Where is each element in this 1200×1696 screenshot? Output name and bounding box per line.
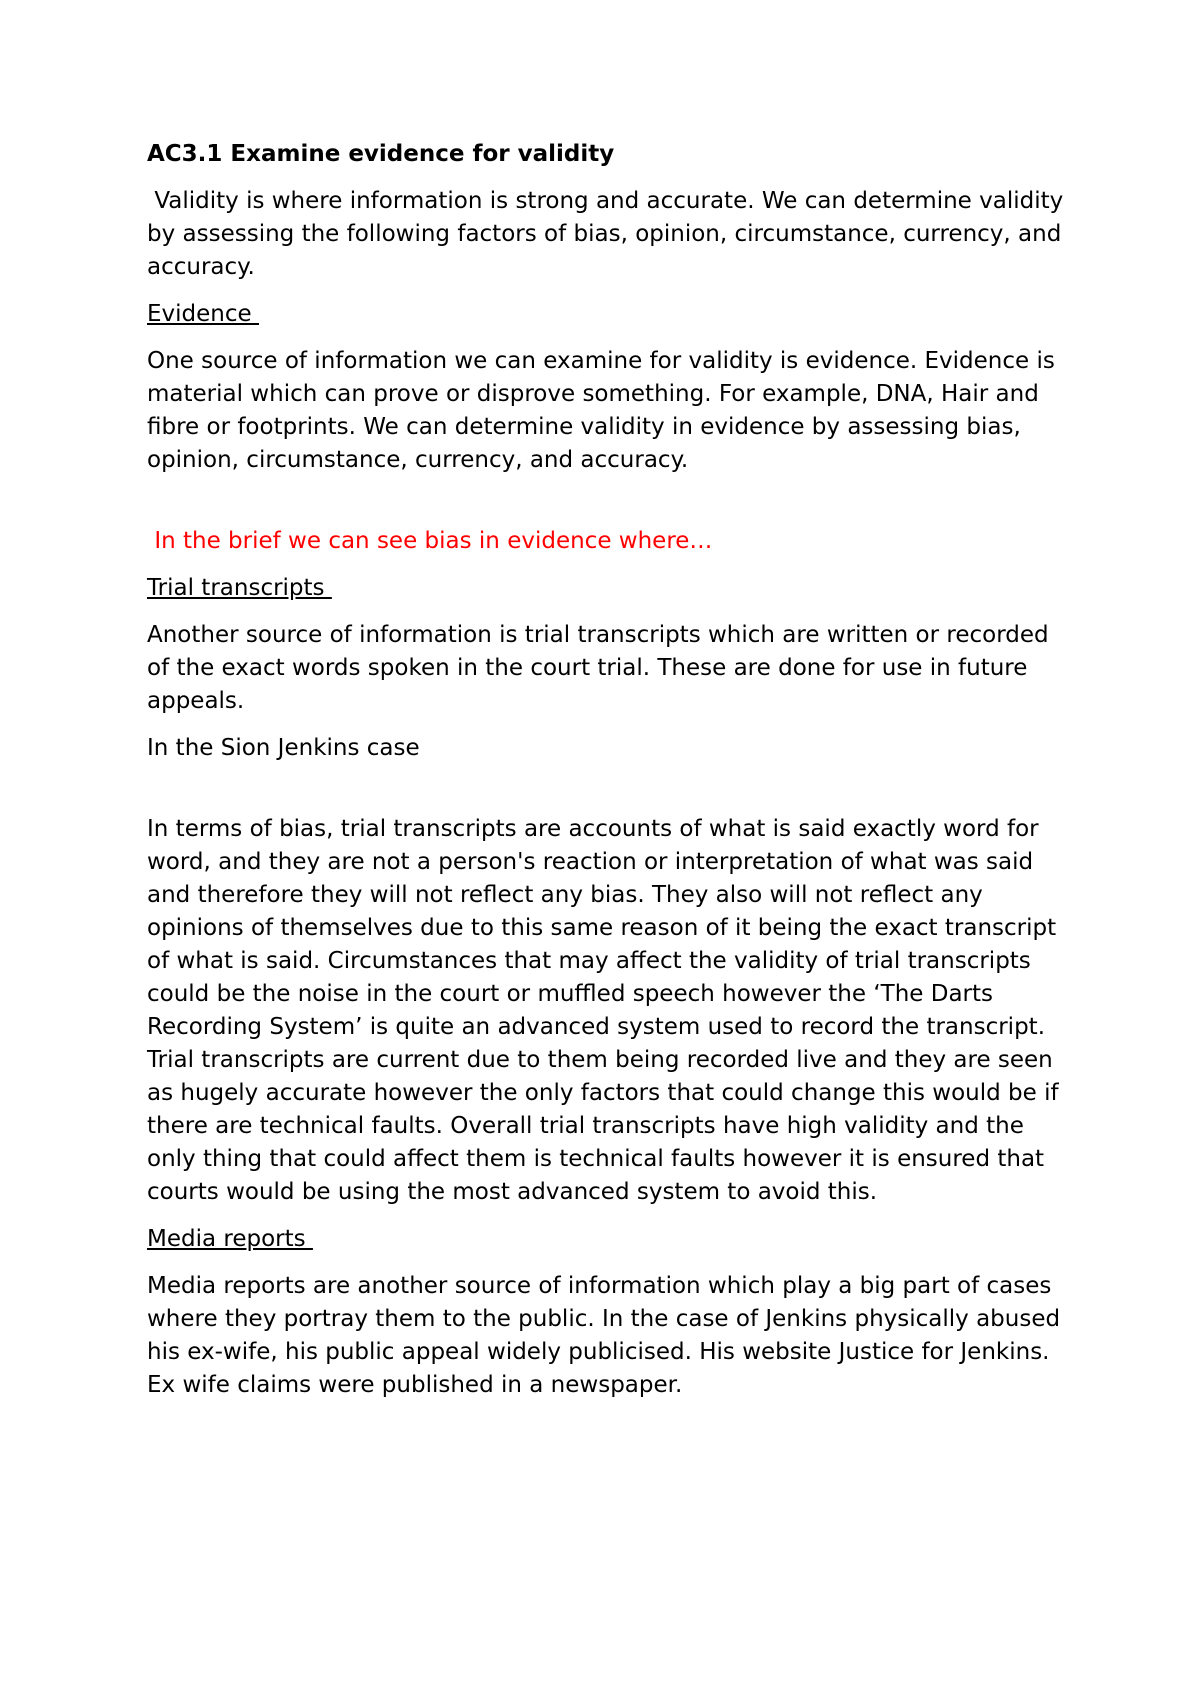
media-reports-paragraph: Media reports are another source of information which play a big part of cases where they portray them to the public. In the case of Jenkins physically abused his ex-wife, his public appeal widely publicised. His website Justice for Jenkins. Ex wife claims were published in a newspaper. [147, 1273, 1068, 1398]
document-page [147, 138, 1077, 1416]
trial-transcripts-heading: Trial transcripts [147, 575, 332, 601]
trial-transcripts-analysis: In terms of bias, trial transcripts are accounts of what is said exactly word for word, and they are not a person's reaction or interpretation of what was said and therefore they will not reflect any bias. They also will not reflect any opinions of themselves due to this same reason of it being the exact transcript of what is said. Circumstances that may affect the validity of trial transcripts could be the noise in the court or muffled speech however the ‘The Darts Recording System’ is quite an advanced system used to record the transcript. Trial transcripts are current due to them being recorded live and they are seen as hugely accurate however the only factors that could change this would be if there are technical faults. Overall trial transcripts have high validity and the only thing that could affect them is technical faults however it is ensured that courts would be using the most advanced system to avoid this. [147, 816, 1066, 1205]
media-reports-heading: Media reports [147, 1226, 313, 1252]
intro-paragraph: Validity is where information is strong and accurate. We can determine validity by assessing the following factors of bias, opinion, circumstance, currency, and accuracy. [147, 188, 1071, 280]
evidence-heading: Evidence [147, 301, 259, 327]
case-line: In the Sion Jenkins case [147, 735, 420, 761]
document-title: AC3.1 Examine evidence for validity [147, 141, 615, 167]
trial-transcripts-paragraph: Another source of information is trial transcripts which are written or recorded of the exact words spoken in the court trial. These are done for use in future appeals. [147, 622, 1056, 714]
evidence-paragraph: One source of information we can examine for validity is evidence. Evidence is material which can prove or disprove something. For example, DNA, Hair and fibre or footprints. We can determine validity in evidence by assessing bias, opinion, circumstance, currency, and accuracy. [147, 348, 1063, 473]
brief-bias-note: In the brief we can see bias in evidence where… [147, 528, 713, 554]
